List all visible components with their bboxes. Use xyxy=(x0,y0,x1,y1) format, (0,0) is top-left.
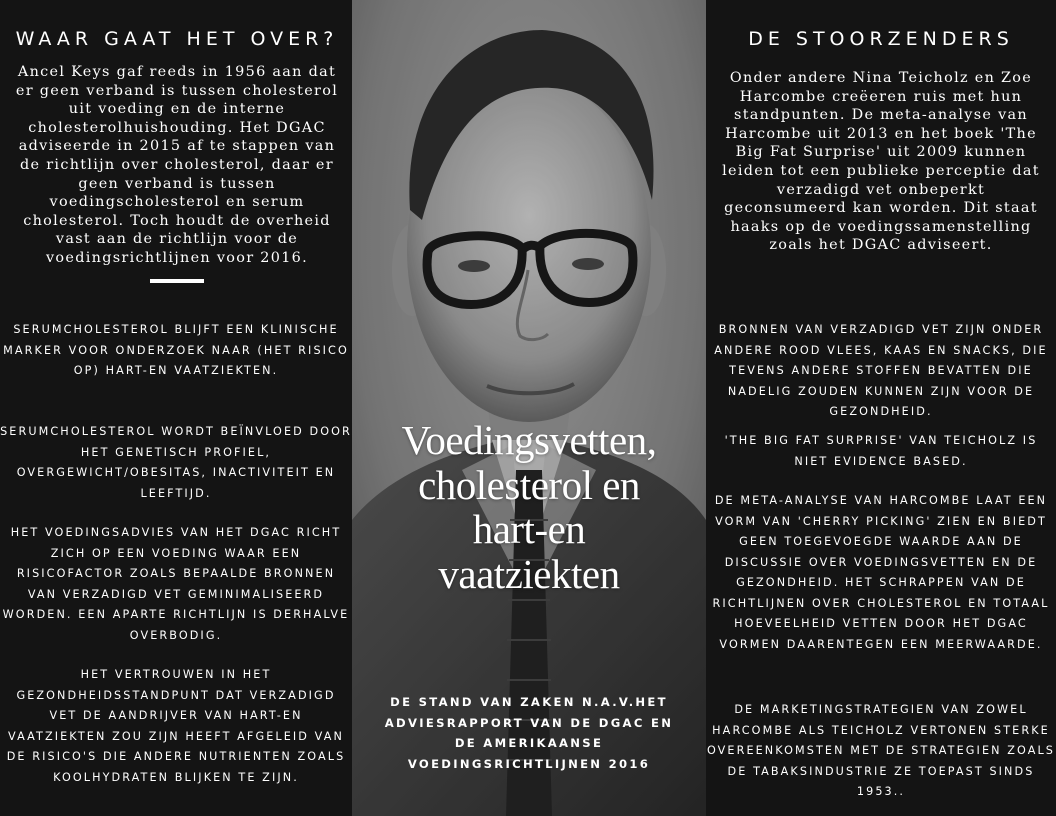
right-point-1: BRONNEN VAN VERZADIGD VET ZIJN ONDER ANDERE ROOD VLEES, KAAS EN SNACKS, DIE TEVENS ANDERE STOFFEN BEVATTEN DIE NADELIG ZOUDEN KUNNEN ZIJN VOOR DE GEZONDHEID. xyxy=(714,323,1048,418)
poster-title xyxy=(352,418,706,596)
right-point-2: 'THE BIG FAT SURPRISE' VAN TEICHOLZ IS NIET EVIDENCE BASED. xyxy=(724,434,1038,468)
poster-title-line-2: cholesterol en xyxy=(418,461,640,508)
right-heading: DE STOORZENDERS xyxy=(748,28,1014,50)
left-divider xyxy=(150,279,204,283)
right-point-4: DE MARKETINGSTRATEGIEN VAN ZOWEL HARCOMBE ALS TEICHOLZ VERTONEN STERKE OVEREENKOMSTEN MET DE STRATEGIEN ZOALS DE TABAKSINDUSTRIE ZE TOEPAST SINDS 1953.. xyxy=(706,703,1056,798)
poster-subtitle-line-1: DE STAND VAN ZAKEN N.A.V.HET xyxy=(390,695,668,709)
poster-subtitle-line-4: VOEDINGSRICHTLIJNEN 2016 xyxy=(407,756,651,771)
left-heading: WAAR GAAT HET OVER? xyxy=(15,28,339,50)
poster-subtitle-line-2: ADVIESRAPPORT VAN DE DGAC EN xyxy=(384,715,674,730)
poster-title-line-4: vaatziekten xyxy=(438,550,620,597)
poster-subtitle-line-3: DE AMERIKAANSE xyxy=(454,736,604,750)
left-point-1: SERUMCHOLESTEROL BLIJFT EEN KLINISCHE MARKER VOOR ONDERZOEK NAAR (HET RISICO OP) HART-EN VAATZIEKTEN. xyxy=(3,323,349,377)
left-panel xyxy=(0,0,352,816)
center-panel xyxy=(352,0,706,816)
right-intro: Onder andere Nina Teicholz en Zoe Harcombe creëeren ruis met hun standpunten. De meta-analyse van Harcombe uit 2013 en het boek 'The Big Fat Surprise' uit 2009 kunnen leiden tot een publieke perceptie dat verzadigd vet onbeperkt geconsumeerd kan worden. Dit staat haaks op de voedingssamenstelling zoals het DGAC adviseert. xyxy=(722,70,1040,254)
poster-subtitle xyxy=(366,692,692,774)
right-panel xyxy=(706,0,1056,816)
left-point-2: SERUMCHOLESTEROL WORDT BEÏNVLOED DOOR HET GENETISCH PROFIEL, OVERGEWICHT/OBESITAS, INACTIVITEIT EN LEEFTIJD. xyxy=(0,425,352,500)
left-point-4: HET VERTROUWEN IN HET GEZONDHEIDSSTANDPUNT DAT VERZADIGD VET DE AANDRIJVER VAN HART-EN VAATZIEKTEN ZOU ZIJN HEEFT AFGELEID VAN DE RISICO'S DIE ANDERE NUTRIENTEN ZOALS KOOLHYDRATEN BLIJKEN TE ZIJN. xyxy=(6,668,346,784)
poster-title-line-1: Voedingsvetten, xyxy=(401,417,657,463)
left-intro: Ancel Keys gaf reeds in 1956 aan dat er geen verband is tussen cholesterol uit voeding en de interne cholesterolhuishouding. Het DGAC adviseerde in 2015 af te stappen van de richtlijn over cholesterol, daar er geen verband is tussen voedingscholesterol en serum cholesterol. Toch houdt de overheid vast aan de richtlijn voor de voedingsrichtlijnen voor 2016. xyxy=(15,64,339,266)
poster-title-line-3: hart-en xyxy=(472,506,586,552)
left-point-3: HET VOEDINGSADVIES VAN HET DGAC RICHT ZICH OP EEN VOEDING WAAR EEN RISICOFACTOR ZOALS BEPAALDE BRONNEN VAN VERZADIGD VET GEMINIMALISEERD WORDEN. EEN APARTE RICHTLIJN IS DERHALVE OVERBODIG. xyxy=(2,526,350,642)
right-point-3: DE META-ANALYSE VAN HARCOMBE LAAT EEN VORM VAN 'CHERRY PICKING' ZIEN EN BIEDT GEEN TOEGEVOEGDE WAARDE AAN DE DISCUSSIE OVER VOEDINGSVETTEN EN DE GEZONDHEID. HET SCHRAPPEN VAN DE RICHTLIJNEN OVER CHOLESTEROL EN TOTAAL HOEVEELHEID VETTEN DOOR HET DGAC VORMEN DAARENTEGEN EEN MEERWAARDE. xyxy=(712,494,1050,651)
